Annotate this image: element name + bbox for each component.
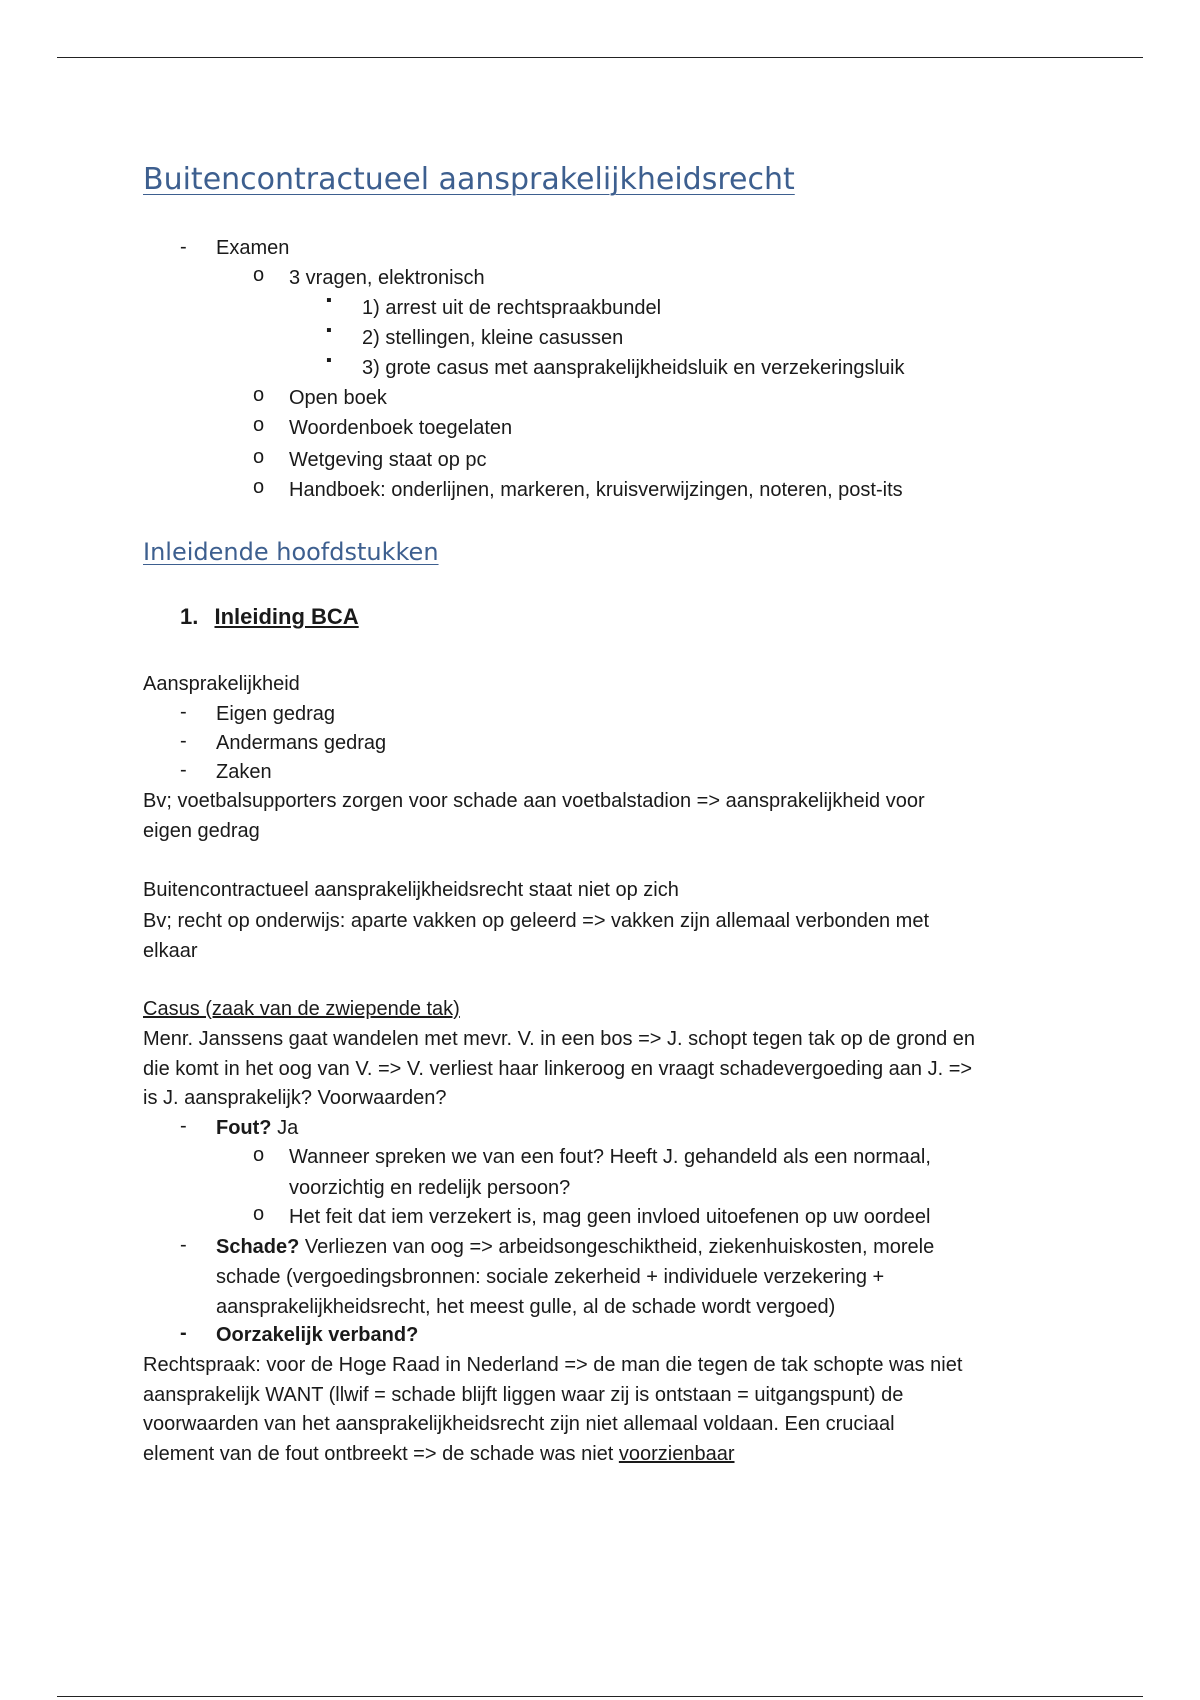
circle-bullet: o: [253, 1144, 265, 1166]
list-item: Eigen gedrag: [216, 703, 335, 725]
chapter-heading: [180, 604, 359, 630]
list-item-questions: 3 vragen, elektronisch: [289, 267, 485, 289]
paragraph-line: Rechtspraak: voor de Hoge Raad in Nederland => de man die tegen de tak schopte was niet: [143, 1354, 963, 1376]
list-item: 1) arrest uit de rechtspraakbundel: [362, 297, 662, 319]
list-item: Het feit dat iem verzekert is, mag geen invloed uitoefenen op uw oordeel: [289, 1206, 931, 1228]
footer-rule: [57, 1696, 1143, 1697]
list-item: 3) grote casus met aansprakelijkheidsluik en verzekeringsluik: [362, 357, 905, 379]
circle-bullet: o: [253, 264, 265, 286]
text-schade: Verliezen van oog => arbeidsongeschiktheid, ziekenhuiskosten, morele: [299, 1236, 935, 1258]
paragraph-line: eigen gedrag: [143, 820, 260, 842]
paragraph-line: voorwaarden van het aansprakelijkheidsrecht zijn niet allemaal voldaan. Een cruciaal: [143, 1413, 895, 1435]
list-item: Wanneer spreken we van een fout? Heeft J. gehandeld als een normaal,: [289, 1146, 931, 1168]
list-item-verband: Oorzakelijk verband?: [216, 1324, 419, 1346]
list-item-exam: Examen: [216, 237, 290, 259]
circle-bullet: o: [253, 476, 265, 498]
circle-bullet: o: [253, 384, 265, 406]
case-heading: Casus (zaak van de zwiepende tak): [143, 998, 460, 1020]
answer-fout: Ja: [271, 1117, 299, 1139]
document-title: Buitencontractueel aansprakelijkheidsrecht: [143, 162, 795, 197]
list-item-schade: [216, 1232, 934, 1262]
dash-bullet: -: [180, 236, 187, 258]
paragraph-line: Bv; voetbalsupporters zorgen voor schade aan voetbalstadion => aansprakelijkheid voor: [143, 790, 925, 812]
list-item-fout: [216, 1113, 298, 1143]
list-item: Open boek: [289, 387, 387, 409]
square-bullet: ▪: [326, 352, 332, 369]
list-item-continuation: aansprakelijkheidsrecht, het meest gulle, al de schade wordt vergoed): [216, 1296, 836, 1318]
dash-bullet: -: [180, 730, 187, 752]
label-schade: Schade?: [216, 1236, 300, 1258]
text-run: element van de fout ontbreekt => de schade was niet: [143, 1443, 619, 1465]
square-bullet: ▪: [326, 292, 332, 309]
circle-bullet: o: [253, 446, 265, 468]
list-item: Andermans gedrag: [216, 732, 387, 754]
header-rule: [57, 57, 1143, 58]
list-item: Zaken: [216, 761, 272, 783]
dash-bullet: -: [180, 1234, 187, 1256]
paragraph-line: Bv; recht op onderwijs: aparte vakken op geleerd => vakken zijn allemaal verbonden met: [143, 910, 930, 932]
list-item: Handboek: onderlijnen, markeren, kruisverwijzingen, noteren, post-its: [289, 479, 903, 501]
section-heading: Inleidende hoofdstukken: [143, 538, 439, 566]
dash-bullet: -: [180, 701, 187, 723]
paragraph-line: elkaar: [143, 940, 198, 962]
chapter-title: Inleiding BCA: [214, 604, 359, 629]
square-bullet: ▪: [326, 322, 332, 339]
circle-bullet: o: [253, 1203, 265, 1225]
paragraph-line: die komt in het oog van V. => V. verliest haar linkeroog en vraagt schadevergoeding aan J. =>: [143, 1058, 973, 1080]
list-item: 2) stellingen, kleine casussen: [362, 327, 624, 349]
dash-bullet: -: [180, 1115, 187, 1137]
paragraph-line: aansprakelijk WANT (llwif = schade blijft liggen waar zij is ontstaan = uitgangspunt) de: [143, 1384, 904, 1406]
paragraph-line: Menr. Janssens gaat wandelen met mevr. V. in een bos => J. schopt tegen tak op de grond en: [143, 1028, 976, 1050]
paragraph: Aansprakelijkheid: [143, 673, 300, 695]
paragraph-line: is J. aansprakelijk? Voorwaarden?: [143, 1087, 447, 1109]
chapter-number: 1.: [180, 604, 199, 629]
paragraph-line: Buitencontractueel aansprakelijkheidsrecht staat niet op zich: [143, 879, 679, 901]
dash-bullet: -: [180, 1322, 187, 1344]
label-fout: Fout?: [216, 1117, 272, 1139]
underlined-word: voorzienbaar: [618, 1443, 735, 1465]
paragraph-line: [143, 1439, 735, 1469]
list-item: Woordenboek toegelaten: [289, 417, 513, 439]
list-item-continuation: voorzichtig en redelijk persoon?: [289, 1177, 571, 1199]
list-item-continuation: schade (vergoedingsbronnen: sociale zekerheid + individuele verzekering +: [216, 1266, 885, 1288]
circle-bullet: o: [253, 414, 265, 436]
dash-bullet: -: [180, 759, 187, 781]
list-item: Wetgeving staat op pc: [289, 449, 487, 471]
